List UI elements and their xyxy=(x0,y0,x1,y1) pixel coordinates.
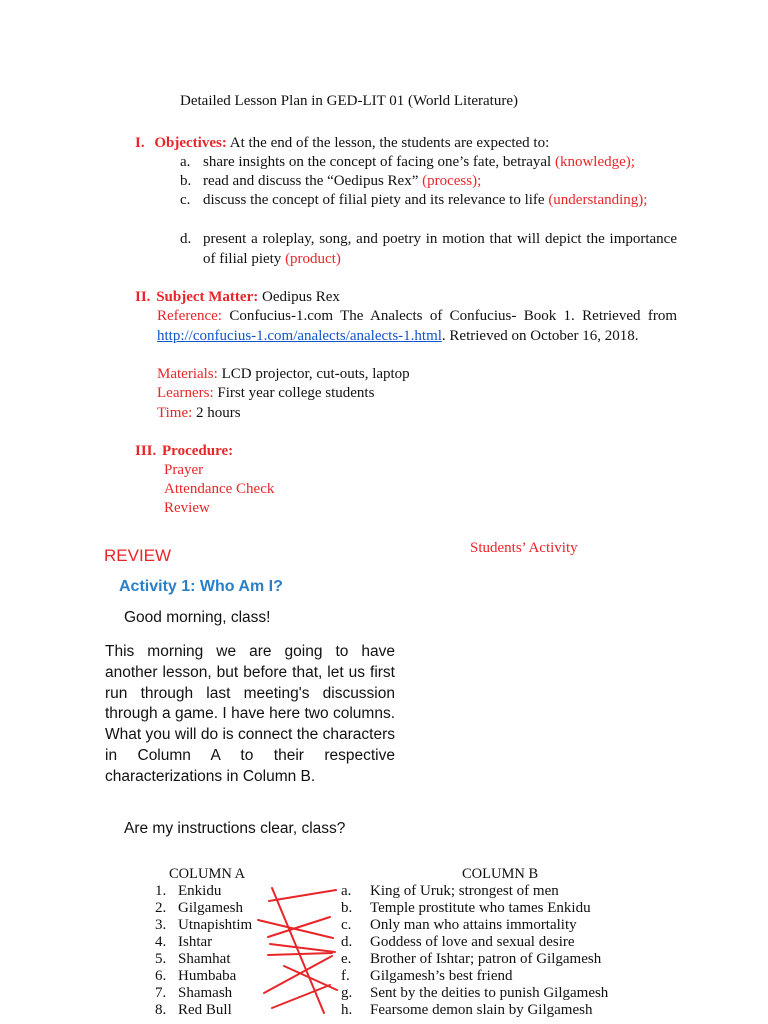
column-a-character: Utnapishtim xyxy=(178,917,253,933)
column-a-character: Shamhat xyxy=(178,951,231,967)
objective-text: discuss the concept of filial piety and its relevance to life xyxy=(203,192,549,208)
learners-value: First year college students xyxy=(217,385,375,401)
column-a-number: 6. xyxy=(155,968,167,984)
objectives-intro: At the end of the lesson, the students are expected to: xyxy=(229,135,550,151)
document-title: Detailed Lesson Plan in GED-LIT 01 (World Literature) xyxy=(180,93,518,109)
column-b-letter: a. xyxy=(341,883,352,899)
column-b-description: Fearsome demon slain by Gilgamesh xyxy=(370,1002,593,1018)
match-line xyxy=(270,944,335,952)
procedure-item: Attendance Check xyxy=(164,481,275,497)
column-a-character: Enkidu xyxy=(178,883,222,899)
column-b-description: King of Uruk; strongest of men xyxy=(370,883,559,899)
column-b-letter: e. xyxy=(341,951,352,967)
column-a-character: Humbaba xyxy=(178,968,237,984)
time-value: 2 hours xyxy=(196,405,241,421)
objectives-heading: Objectives: xyxy=(154,135,227,151)
column-a-character: Shamash xyxy=(178,985,233,1001)
column-b-title: COLUMN B xyxy=(462,866,539,882)
objective-text: present a roleplay, song, and poetry in motion that will depict the importance of filial piety xyxy=(203,231,677,267)
procedure-item: Review xyxy=(164,500,210,516)
objective-text: read and discuss the “Oedipus Rex” xyxy=(203,173,423,189)
objective-letter: b. xyxy=(180,173,192,189)
time-label: Time: xyxy=(157,405,193,421)
column-b-letter: c. xyxy=(341,917,352,933)
column-a-number: 1. xyxy=(155,883,167,899)
materials-label: Materials: xyxy=(157,366,218,382)
subject-matter-topic: Oedipus Rex xyxy=(261,289,340,305)
procedure-heading: Procedure: xyxy=(162,443,234,459)
column-a-number: 3. xyxy=(155,917,167,933)
objective-letter: c. xyxy=(180,192,191,208)
column-a-number: 4. xyxy=(155,934,167,950)
column-b-letter: d. xyxy=(341,934,353,950)
teacher-instructions: This morning we are going to have another lesson, but before that, let us first run through last meeting's discussion through a game. I have here two columns. What you will do is connect the characters in Column A to their respective characterizations in Column B. xyxy=(105,643,395,785)
objective-tag: (product) xyxy=(285,250,341,267)
materials-value: LCD projector, cut-outs, laptop xyxy=(221,366,410,382)
reference-retrieved: . Retrieved on October 16, 2018. xyxy=(441,327,639,344)
column-b-description: Sent by the deities to punish Gilgamesh xyxy=(370,985,609,1001)
reference-link[interactable]: http://confucius-1.com/analects/analects-1.html xyxy=(157,327,442,344)
objective-letter: a. xyxy=(180,154,191,170)
column-b-letter: f. xyxy=(341,968,350,984)
column-a-number: 8. xyxy=(155,1002,167,1018)
activity-title: Activity 1: Who Am I? xyxy=(119,578,283,595)
column-b-description: Only man who attains immortality xyxy=(370,917,577,933)
review-heading: REVIEW xyxy=(104,546,172,565)
column-a-number: 2. xyxy=(155,900,167,916)
objective-tag: (knowledge); xyxy=(554,154,635,170)
match-line xyxy=(269,890,336,901)
objective-tag: (understanding); xyxy=(548,192,648,208)
match-line xyxy=(268,917,330,937)
objective-tag: (process); xyxy=(422,173,482,189)
objective-letter: d. xyxy=(180,231,192,247)
column-a-character: Ishtar xyxy=(178,934,213,950)
column-a-number: 7. xyxy=(155,985,167,1001)
learners-label: Learners: xyxy=(157,385,214,401)
column-b-description: Gilgamesh’s best friend xyxy=(370,968,513,984)
teacher-greeting: Good morning, class! xyxy=(124,609,271,626)
column-b-description: Goddess of love and sexual desire xyxy=(370,934,575,950)
column-a-character: Gilgamesh xyxy=(178,900,243,916)
subject-matter-heading: Subject Matter: xyxy=(156,289,259,305)
column-a-number: 5. xyxy=(155,951,167,967)
students-activity-header: Students’ Activity xyxy=(470,540,578,556)
procedure-number: III. xyxy=(135,443,157,459)
objectives-number: I. xyxy=(135,135,145,151)
reference-text: Confucius-1.com The Analects of Confucius- Book 1. Retrieved from xyxy=(229,308,677,324)
column-a-title: COLUMN A xyxy=(169,866,246,882)
subject-matter-number: II. xyxy=(135,289,151,305)
match-line xyxy=(268,953,332,955)
reference-label: Reference: xyxy=(157,308,222,324)
column-a-character: Red Bull xyxy=(178,1002,232,1018)
procedure-item: Prayer xyxy=(164,462,204,478)
teacher-question: Are my instructions clear, class? xyxy=(124,820,346,837)
column-b-letter: h. xyxy=(341,1002,353,1018)
column-b-description: Temple prostitute who tames Enkidu xyxy=(370,900,591,916)
objective-text: share insights on the concept of facing one’s fate, betrayal xyxy=(203,154,555,170)
column-b-description: Brother of Ishtar; patron of Gilgamesh xyxy=(370,951,602,967)
column-b-letter: g. xyxy=(341,985,353,1001)
column-b-letter: b. xyxy=(341,900,353,916)
